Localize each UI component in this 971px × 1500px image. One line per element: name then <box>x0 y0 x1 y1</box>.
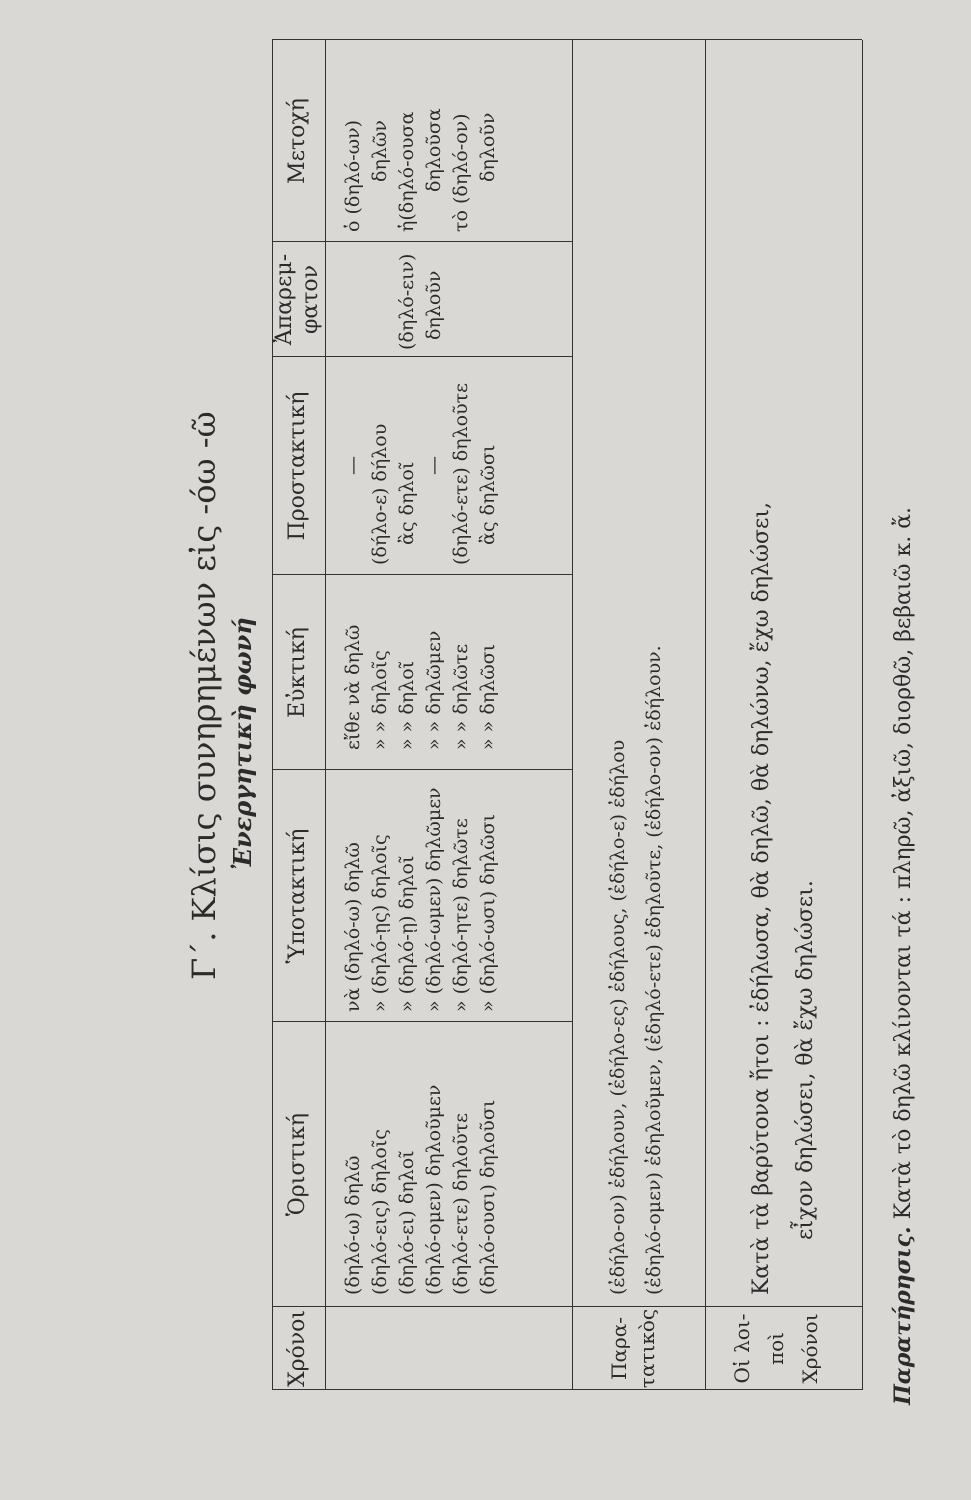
present-optative: εἴθε νὰ δηλῶ » » δηλοῖς » » δηλοῖ » » δηλῶμεν » » δηλῶτε » » δηλῶσι <box>342 624 499 750</box>
header-imperative: Προστακτική <box>285 391 310 541</box>
remark-label: Παρατήρησις. <box>890 1226 916 1405</box>
present-participle: ὁ (δηλό-ων) δηλῶν ἡ(δηλό-ουσα δηλοῦσα τὸ (δηλό-ον) δηλοῦν <box>342 108 499 232</box>
column-divider <box>272 574 572 575</box>
header-subjunctive: Ὑποτακτική <box>285 828 310 964</box>
header-infinitive: Ἀπαρεμ- φατον <box>272 253 323 346</box>
header-tense: Χρόνοι <box>285 1309 310 1388</box>
present-separator <box>572 40 573 1390</box>
header-separator <box>325 40 326 1390</box>
column-divider <box>272 1021 572 1022</box>
imperfect-forms: (ἐδήλο-ον) ἐδήλουν, (ἐδήλο-ες) ἐδήλους, (ἐδήλο-ε) ἐδήλου (ἐδηλό-ομεν) ἐδηλοῦμεν, (ἐδηλό-ετε) ἐδηλοῦτε, (ἐδήλο-ον) ἐδήλουν. <box>607 645 665 1295</box>
other-tenses-forms: Κατὰ τὰ βαρύτονα ἤτοι : ἐδήλωσα, θὰ δηλῶ, θὰ δηλώνω, ἔχω δηλώσει, εἶχον δηλώσει, θὰ ἔχω δηλώσει. <box>749 502 818 1295</box>
table-border-right <box>272 39 862 40</box>
page-subtitle: Ἐνεργητικὴ φωνή <box>228 617 257 870</box>
table-border-bottom <box>862 40 863 1390</box>
present-subjunctive: νὰ (δηλό-ω) δηλῶ » (δηλό-ῃς) δηλοῖς » (δηλό-ῃ) δηλοῖ » (δηλό-ωμεν) δηλῶμεν » (δηλό-ητε) δηλῶτε » (δηλό-ωσι) δηλῶσι <box>342 787 499 1012</box>
header-participle: Μετοχή <box>285 98 310 184</box>
column-divider <box>272 769 572 770</box>
present-imperative: — (δήλο-ε) δήλου ἂς δηλοῖ — (δηλό-ετε) δηλοῦτε ἂς δηλῶσι <box>342 383 499 565</box>
imperfect-label: Παρα- τατικὸς <box>607 1308 659 1389</box>
imperfect-separator <box>705 40 706 1390</box>
remark-text: Κατὰ τὸ δηλῶ κλίνονται τά : πληρῶ, ἀξιῶ, διορθῶ, βεβαιῶ κ. ἄ. <box>891 506 916 1227</box>
remark <box>890 507 916 1405</box>
page-title: Γ΄. Κλίσις συνηρημένων εἰς -όω -ῶ <box>185 411 223 980</box>
header-indicative: Ὁριστική <box>285 1112 310 1217</box>
header-optative: Εὐκτική <box>285 627 310 718</box>
present-indicative: (δηλό-ω) δηλῶ (δηλό-εις) δηλοῖς (δηλό-ει) δηλοῖ (δηλό-ομεν) δηλοῦμεν (δηλό-ετε) δηλοῦτε (δηλό-ουσι) δηλοῦσι <box>342 1084 499 1295</box>
other-tenses-label: Οἱ λοι- ποὶ Χρόνοι <box>730 1313 822 1384</box>
present-infinitive: (δηλό-ειν) δηλοῦν <box>396 253 445 350</box>
